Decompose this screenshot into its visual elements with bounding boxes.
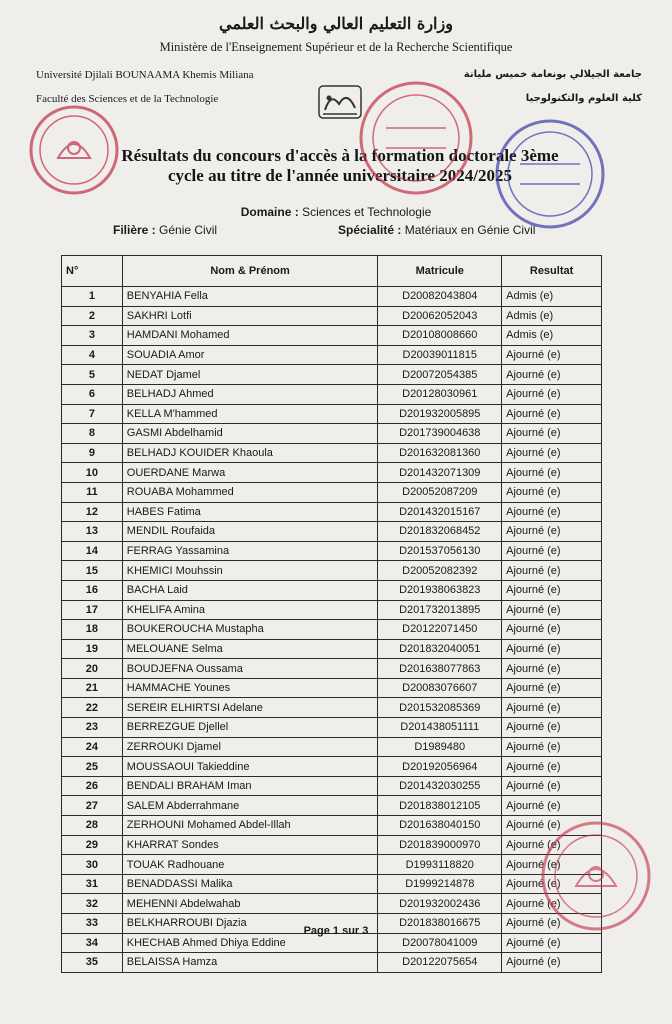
table-row [62, 874, 602, 894]
results-table [61, 255, 602, 973]
row-matricule: D201638040150 [378, 816, 502, 836]
row-matricule: D201839000970 [378, 835, 502, 855]
table-row [62, 326, 602, 346]
row-resultat: Ajourné (e) [502, 522, 602, 542]
table-row [62, 384, 602, 404]
table-row [62, 953, 602, 973]
row-matricule: D20108008660 [378, 326, 502, 346]
page-number: Page 1 sur 3 [303, 925, 369, 937]
row-name: MENDIL Roufaida [122, 522, 378, 542]
row-name: MEHENNI Abdelwahab [122, 894, 378, 914]
row-name: BENDALI BRAHAM Iman [122, 776, 378, 796]
row-number: 17 [62, 600, 123, 620]
row-resultat: Ajourné (e) [502, 874, 602, 894]
row-number: 6 [62, 384, 123, 404]
row-resultat: Ajourné (e) [502, 502, 602, 522]
row-number: 25 [62, 757, 123, 777]
row-number: 24 [62, 737, 123, 757]
table-row [62, 522, 602, 542]
table-row [62, 855, 602, 875]
row-number: 27 [62, 796, 123, 816]
table-row [62, 737, 602, 757]
header-matricule: Matricule [378, 256, 502, 287]
table-row [62, 600, 602, 620]
row-name: BELHADJ KOUIDER Khaoula [122, 443, 378, 463]
row-number: 19 [62, 639, 123, 659]
row-resultat: Ajourné (e) [502, 776, 602, 796]
row-resultat: Ajourné (e) [502, 561, 602, 581]
table-row [62, 580, 602, 600]
row-matricule: D201938063823 [378, 580, 502, 600]
row-resultat: Ajourné (e) [502, 620, 602, 640]
row-matricule: D201838016675 [378, 914, 502, 934]
row-name: HABES Fatima [122, 502, 378, 522]
table-row [62, 698, 602, 718]
row-matricule: D20052082392 [378, 561, 502, 581]
row-number: 11 [62, 482, 123, 502]
ministry-arabic: وزارة التعليم العالي والبحث العلمي [219, 14, 453, 33]
row-matricule: D201532085369 [378, 698, 502, 718]
row-number: 35 [62, 953, 123, 973]
faculty-name-fr: Faculté des Sciences et de la Technologie [36, 93, 219, 105]
university-name-ar: جامعة الجيلالي بونعامة خميس مليانة [463, 69, 642, 80]
row-number: 2 [62, 306, 123, 326]
table-row [62, 796, 602, 816]
row-number: 10 [62, 463, 123, 483]
row-resultat: Ajourné (e) [502, 953, 602, 973]
table-row [62, 835, 602, 855]
row-name: TOUAK Radhouane [122, 855, 378, 875]
row-resultat: Admis (e) [502, 326, 602, 346]
row-matricule: D201739004638 [378, 424, 502, 444]
row-resultat: Ajourné (e) [502, 639, 602, 659]
table-row [62, 365, 602, 385]
row-number: 29 [62, 835, 123, 855]
row-name: FERRAG Yassamina [122, 541, 378, 561]
row-name: BELAISSA Hamza [122, 953, 378, 973]
row-resultat: Ajourné (e) [502, 424, 602, 444]
ministry-french: Ministère de l'Enseignement Supérieur et de la Recherche Scientifique [159, 40, 513, 54]
row-name: SALEM Abderrahmane [122, 796, 378, 816]
row-name: KHEMICI Mouhssin [122, 561, 378, 581]
row-matricule: D201432071309 [378, 463, 502, 483]
row-resultat: Admis (e) [502, 287, 602, 307]
row-resultat: Ajourné (e) [502, 796, 602, 816]
table-row [62, 463, 602, 483]
row-matricule: D1989480 [378, 737, 502, 757]
specialite-value: Matériaux en Génie Civil [404, 223, 536, 237]
row-number: 13 [62, 522, 123, 542]
university-logo-icon [317, 78, 363, 124]
table-row [62, 306, 602, 326]
row-number: 18 [62, 620, 123, 640]
table-row [62, 404, 602, 424]
row-number: 33 [62, 914, 123, 934]
table-row [62, 659, 602, 679]
row-number: 31 [62, 874, 123, 894]
row-resultat: Admis (e) [502, 306, 602, 326]
row-matricule: D20062052043 [378, 306, 502, 326]
table-row [62, 345, 602, 365]
row-resultat: Ajourné (e) [502, 894, 602, 914]
row-matricule: D201932005895 [378, 404, 502, 424]
table-header-row [62, 256, 602, 287]
row-number: 15 [62, 561, 123, 581]
row-number: 9 [62, 443, 123, 463]
header-name: Nom & Prénom [122, 256, 378, 287]
table-row [62, 718, 602, 738]
row-name: BACHA Laid [122, 580, 378, 600]
results-title-line2: cycle au titre de l'année universitaire 2024/2025 [167, 166, 513, 185]
row-name: ROUABA Mohammed [122, 482, 378, 502]
row-name: ZERROUKI Djamel [122, 737, 378, 757]
row-number: 5 [62, 365, 123, 385]
table-row [62, 757, 602, 777]
table-row [62, 287, 602, 307]
row-name: NEDAT Djamel [122, 365, 378, 385]
row-matricule: D20128030961 [378, 384, 502, 404]
row-matricule: D20052087209 [378, 482, 502, 502]
row-name: KHARRAT Sondes [122, 835, 378, 855]
row-number: 23 [62, 718, 123, 738]
row-resultat: Ajourné (e) [502, 933, 602, 953]
table-row [62, 502, 602, 522]
row-matricule: D201732013895 [378, 600, 502, 620]
domain-value: Sciences et Technologie [302, 205, 432, 219]
row-resultat: Ajourné (e) [502, 365, 602, 385]
row-resultat: Ajourné (e) [502, 835, 602, 855]
row-matricule: D20122075654 [378, 953, 502, 973]
table-row [62, 620, 602, 640]
header-resultat: Resultat [502, 256, 602, 287]
row-name: KELLA M'hammed [122, 404, 378, 424]
domain-line [0, 205, 672, 219]
row-resultat: Ajourné (e) [502, 463, 602, 483]
table-row [62, 776, 602, 796]
row-name: SAKHRI Lotfi [122, 306, 378, 326]
row-name: BELHADJ Ahmed [122, 384, 378, 404]
row-name: BENADDASSI Malika [122, 874, 378, 894]
row-name: MOUSSAOUI Takieddine [122, 757, 378, 777]
row-number: 34 [62, 933, 123, 953]
row-resultat: Ajourné (e) [502, 718, 602, 738]
row-matricule: D20072054385 [378, 365, 502, 385]
row-name: HAMMACHE Younes [122, 678, 378, 698]
row-name: GASMI Abdelhamid [122, 424, 378, 444]
table-row [62, 443, 602, 463]
row-name: OUERDANE Marwa [122, 463, 378, 483]
row-matricule: D1993118820 [378, 855, 502, 875]
row-name: HAMDANI Mohamed [122, 326, 378, 346]
row-name: MELOUANE Selma [122, 639, 378, 659]
row-name: BELKHARROUBI Djazia [122, 914, 378, 934]
row-number: 12 [62, 502, 123, 522]
row-resultat: Ajourné (e) [502, 482, 602, 502]
row-resultat: Ajourné (e) [502, 443, 602, 463]
table-row [62, 482, 602, 502]
filiere-label: Filière : [113, 223, 156, 237]
table-row [62, 894, 602, 914]
row-number: 8 [62, 424, 123, 444]
row-matricule: D201432030255 [378, 776, 502, 796]
row-matricule: D201432015167 [378, 502, 502, 522]
filiere-value: Génie Civil [159, 223, 218, 237]
row-matricule: D20078041009 [378, 933, 502, 953]
row-resultat: Ajourné (e) [502, 698, 602, 718]
row-number: 28 [62, 816, 123, 836]
row-matricule: D201832068452 [378, 522, 502, 542]
row-number: 22 [62, 698, 123, 718]
row-name: BERREZGUE Djellel [122, 718, 378, 738]
row-number: 3 [62, 326, 123, 346]
row-resultat: Ajourné (e) [502, 816, 602, 836]
table-row [62, 678, 602, 698]
university-name-fr: Université Djilali BOUNAAMA Khemis Miliana [36, 69, 254, 81]
row-matricule: D20192056964 [378, 757, 502, 777]
faculty-name-ar: كلية العلوم والتكنولوجيا [525, 93, 642, 104]
row-number: 20 [62, 659, 123, 679]
row-resultat: Ajourné (e) [502, 855, 602, 875]
table-row [62, 424, 602, 444]
row-matricule: D201638077863 [378, 659, 502, 679]
results-title-line1: Résultats du concours d'accès à la formation doctorale 3ème [121, 146, 559, 165]
row-matricule: D20122071450 [378, 620, 502, 640]
row-number: 32 [62, 894, 123, 914]
row-resultat: Ajourné (e) [502, 678, 602, 698]
row-matricule: D20082043804 [378, 287, 502, 307]
row-name: BOUKEROUCHA Mustapha [122, 620, 378, 640]
row-name: SEREIR ELHIRTSI Adelane [122, 698, 378, 718]
specialite-line [338, 223, 535, 237]
row-resultat: Ajourné (e) [502, 384, 602, 404]
table-row [62, 541, 602, 561]
row-name: BENYAHIA Fella [122, 287, 378, 307]
header-number: N° [62, 256, 123, 287]
row-resultat: Ajourné (e) [502, 914, 602, 934]
row-matricule: D20039011815 [378, 345, 502, 365]
domain-label: Domaine : [240, 205, 299, 219]
row-name: SOUADIA Amor [122, 345, 378, 365]
row-matricule: D201438051111 [378, 718, 502, 738]
row-number: 7 [62, 404, 123, 424]
row-number: 1 [62, 287, 123, 307]
row-name: BOUDJEFNA Oussama [122, 659, 378, 679]
row-name: KHELIFA Amina [122, 600, 378, 620]
row-number: 26 [62, 776, 123, 796]
row-number: 30 [62, 855, 123, 875]
row-matricule: D201632081360 [378, 443, 502, 463]
row-matricule: D201537056130 [378, 541, 502, 561]
row-number: 21 [62, 678, 123, 698]
results-title [80, 146, 600, 186]
row-resultat: Ajourné (e) [502, 659, 602, 679]
row-matricule: D1999214878 [378, 874, 502, 894]
row-matricule: D201838012105 [378, 796, 502, 816]
row-matricule: D201932002436 [378, 894, 502, 914]
table-row [62, 561, 602, 581]
row-name: KHECHAB Ahmed Dhiya Eddine [122, 933, 378, 953]
row-matricule: D201832040051 [378, 639, 502, 659]
row-resultat: Ajourné (e) [502, 345, 602, 365]
specialite-label: Spécialité : [338, 223, 402, 237]
row-resultat: Ajourné (e) [502, 580, 602, 600]
row-resultat: Ajourné (e) [502, 600, 602, 620]
row-resultat: Ajourné (e) [502, 757, 602, 777]
row-resultat: Ajourné (e) [502, 541, 602, 561]
row-matricule: D20083076607 [378, 678, 502, 698]
table-row [62, 639, 602, 659]
row-number: 4 [62, 345, 123, 365]
row-name: ZERHOUNI Mohamed Abdel-Illah [122, 816, 378, 836]
table-row [62, 816, 602, 836]
row-number: 16 [62, 580, 123, 600]
row-number: 14 [62, 541, 123, 561]
row-resultat: Ajourné (e) [502, 737, 602, 757]
row-resultat: Ajourné (e) [502, 404, 602, 424]
filiere-line [113, 223, 217, 237]
